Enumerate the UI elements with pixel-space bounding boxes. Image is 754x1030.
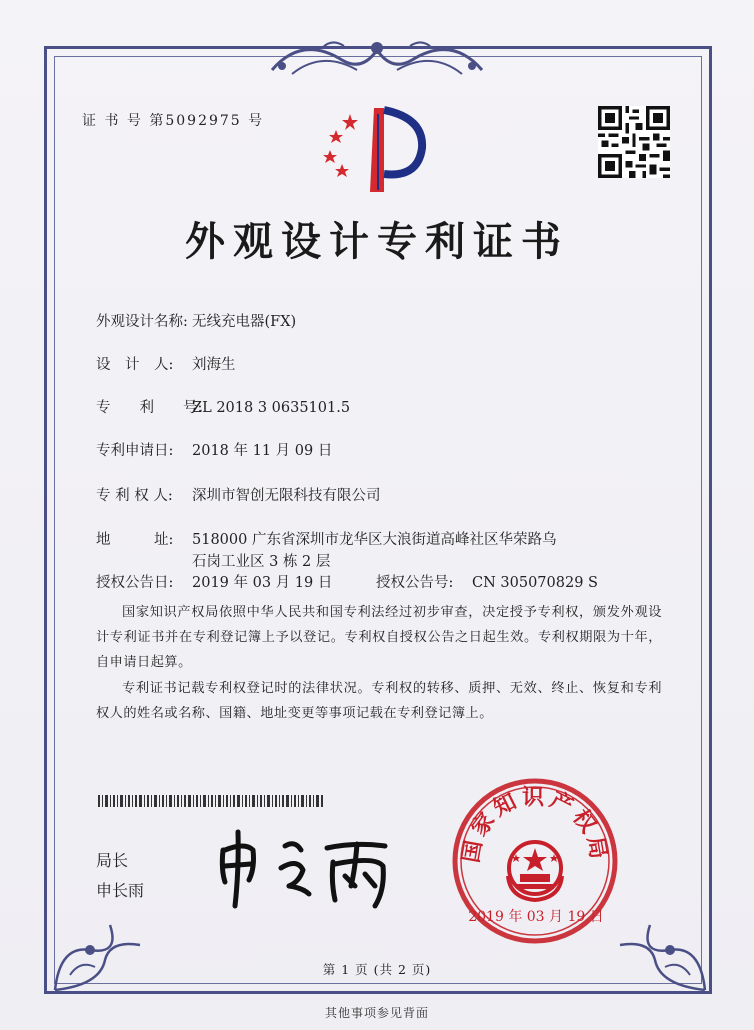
design-name-value: 无线充电器(FX) — [192, 314, 297, 330]
qr-code-icon — [598, 106, 670, 178]
grant-number-value: CN 305070829 S — [472, 575, 598, 591]
filing-date-label: 专利申请日: — [96, 443, 174, 459]
patentee-value: 深圳市智创无限科技有限公司 — [192, 488, 381, 504]
designer-value: 刘海生 — [192, 357, 236, 373]
seal-date: 2019 年 03 月 19 日 — [468, 909, 604, 925]
body-paragraph-1: 国家知识产权局依照中华人民共和国专利法经过初步审查，决定授予专利权，颁发外观设计专利证书并在专利登记簿上予以登记。专利权自授权公告之日起生效。专利权期限为十年，自申请日起算。 — [96, 605, 662, 670]
seal-text: 国家知识产权局 — [458, 785, 612, 865]
handwritten-signature-icon — [205, 820, 405, 910]
address-line-1: 518000 广东省深圳市龙华区大浪街道高峰社区华荣路乌 — [192, 532, 557, 548]
director-name: 申长雨 — [96, 881, 145, 900]
design-name-label: 外观设计名称: — [96, 314, 188, 330]
patentee-field — [96, 486, 381, 506]
director-title: 局长 — [96, 851, 129, 870]
body-paragraph-2: 专利证书记载专利权登记时的法律状况。专利权的转移、质押、无效、终止、恢复和专利权人的姓名或名称、国籍、地址变更等事项记载在专利登记簿上。 — [96, 681, 662, 721]
top-ornament-icon — [262, 30, 492, 86]
grant-number-field — [376, 573, 598, 593]
grant-date-value: 2019 年 03 月 19 日 — [192, 575, 333, 591]
address-field — [96, 530, 556, 550]
patent-number-label: 专 利 号: — [96, 400, 203, 416]
design-name-field — [96, 312, 296, 332]
filing-date-value: 2018 年 11 月 09 日 — [192, 443, 333, 459]
barcode-icon — [98, 795, 324, 807]
cnipa-emblem-icon — [312, 100, 430, 200]
address-line-2: 石岗工业区 3 栋 2 层 — [192, 554, 331, 570]
designer-label: 设 计 人: — [96, 357, 174, 373]
grant-number-label: 授权公告号: — [376, 575, 454, 591]
patent-number-field — [96, 398, 350, 418]
footer-note: 其他事项参见背面 — [324, 1006, 429, 1020]
bottom-left-ornament-icon — [50, 905, 170, 995]
grant-date-field — [96, 573, 332, 593]
grant-date-label: 授权公告日: — [96, 575, 174, 591]
page-number: 第 1 页 (共 2 页) — [322, 962, 432, 977]
filing-date-field — [96, 441, 332, 461]
address-label: 地 址: — [96, 532, 174, 548]
patent-number-value: ZL 2018 3 0635101.5 — [192, 400, 351, 416]
patentee-label: 专 利 权 人: — [96, 488, 173, 504]
certificate-number: 证 书 号 第5092975 号 — [82, 113, 265, 129]
designer-field — [96, 355, 236, 375]
certificate-title: 外观设计专利证书 — [185, 218, 569, 265]
